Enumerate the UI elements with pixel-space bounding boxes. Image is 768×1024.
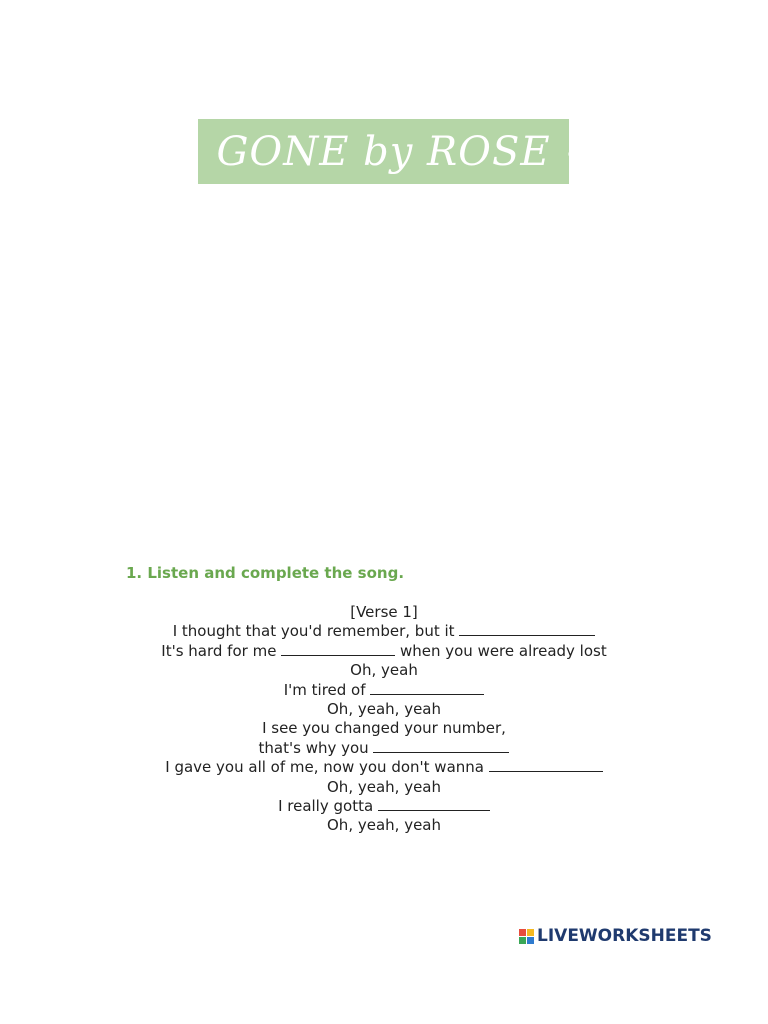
lyric-text: It's hard for me — [161, 641, 282, 660]
logo-square — [519, 937, 526, 944]
answer-blank[interactable] — [378, 797, 490, 811]
answer-blank[interactable] — [373, 739, 509, 753]
logo-square — [519, 929, 526, 936]
liveworksheets-logo — [519, 925, 712, 947]
exercise-instruction: 1. Listen and complete the song. — [126, 564, 405, 582]
logo-text: LIVEWORKSHEETS — [537, 926, 712, 946]
lyric-line: Oh, yeah, yeah — [327, 816, 441, 835]
lyric-text: I gave you all of me, now you don't wanna — [165, 758, 489, 777]
answer-blank[interactable] — [459, 622, 595, 636]
logo-square — [527, 937, 534, 944]
logo-square — [527, 929, 534, 936]
lyric-text: I'm tired of — [283, 680, 371, 699]
lyric-line: Oh, yeah, yeah — [327, 700, 441, 719]
lyrics-block — [100, 603, 668, 836]
lyric-line — [100, 681, 668, 700]
liveworksheets-logo-icon — [519, 929, 534, 944]
answer-blank[interactable] — [281, 642, 395, 656]
lyric-line: Oh, yeah, yeah — [327, 777, 441, 796]
lyric-line — [100, 797, 668, 816]
verse-heading: [Verse 1] — [350, 603, 418, 621]
lyric-line — [100, 758, 668, 777]
title-banner — [168, 119, 599, 184]
lyric-text: when you were already lost — [395, 641, 607, 660]
answer-blank[interactable] — [489, 758, 603, 772]
lyric-line: I see you changed your number, — [262, 719, 506, 738]
lyric-text: that's why you — [258, 738, 374, 757]
answer-blank[interactable] — [370, 681, 484, 695]
lyric-line: Oh, yeah — [350, 661, 418, 680]
lyric-line — [100, 739, 668, 758]
lyric-text: I really gotta — [278, 797, 378, 816]
lyric-line — [100, 622, 668, 641]
lyric-line — [100, 642, 668, 661]
lyric-text: I thought that you'd remember, but it — [172, 622, 460, 641]
page-title: ~ GONE by ROSE ~ — [168, 128, 599, 175]
